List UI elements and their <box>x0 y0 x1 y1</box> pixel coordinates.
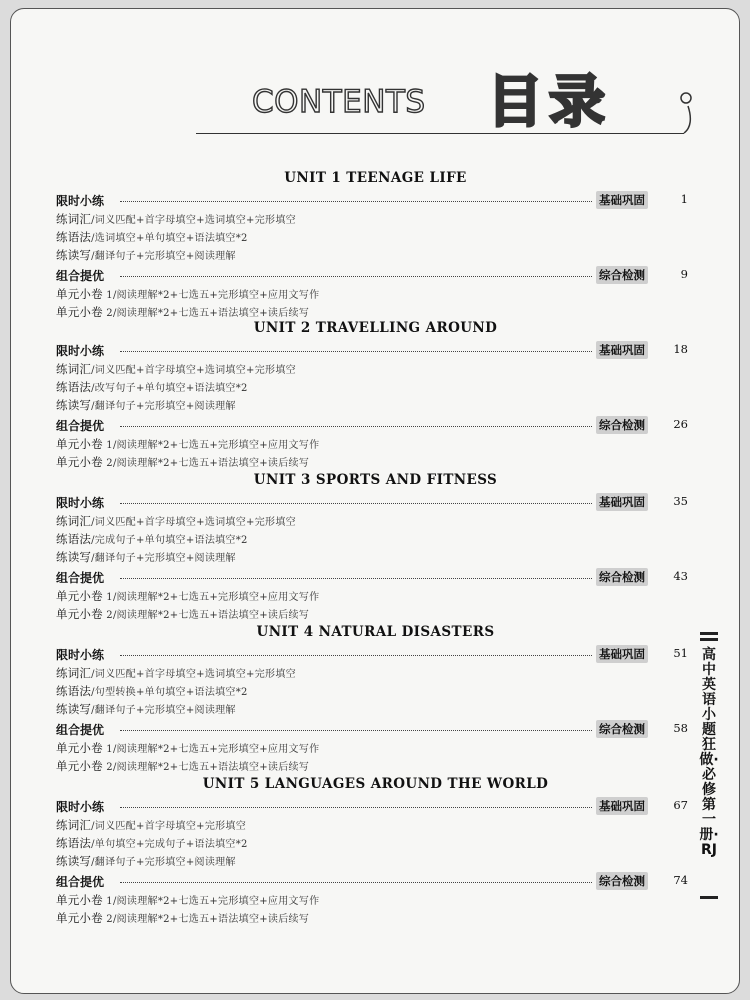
toc-sub-item[interactable] <box>56 513 296 529</box>
side-bar-bottom <box>700 896 718 899</box>
sub-item-detail: /词义匹配+首字母填空+选词填空+完形填空 <box>91 365 296 376</box>
toc-sub-item[interactable] <box>56 436 319 452</box>
toc-sub-item[interactable] <box>56 910 309 926</box>
unit-title[interactable]: UNIT 4 NATURAL DISASTERS <box>256 624 495 640</box>
sub-item-category: 单元小卷 <box>56 741 103 755</box>
toc-sub-item[interactable] <box>56 588 319 604</box>
sub-item-category: 单元小卷 <box>56 287 103 301</box>
section-tag: 基础巩固 <box>596 191 648 209</box>
sub-item-category: 练词汇 <box>56 514 92 528</box>
sub-item-detail: 2/阅读理解*2+七选五+语法填空+读后续写 <box>102 308 310 319</box>
section-tag: 综合检测 <box>596 872 648 890</box>
toc-sub-item[interactable] <box>56 247 236 263</box>
sub-item-detail: 2/阅读理解*2+七选五+语法填空+读后续写 <box>102 762 310 773</box>
header-rule <box>196 133 684 134</box>
dot-leader <box>120 426 592 427</box>
sub-item-detail: /改写句子+单句填空+语法填空*2 <box>91 383 248 394</box>
sub-item-category: 练读写 <box>56 248 92 262</box>
sub-item-category: 练语法 <box>56 380 92 394</box>
page-number: 26 <box>673 417 688 431</box>
side-bar-top-2 <box>700 638 718 641</box>
dot-leader <box>120 578 592 579</box>
sub-item-category: 练语法 <box>56 684 92 698</box>
dot-leader <box>120 351 592 352</box>
toc-entry-row[interactable] <box>56 342 688 360</box>
page-number: 35 <box>673 494 688 508</box>
sub-item-category: 练读写 <box>56 854 92 868</box>
toc-entry-row[interactable] <box>56 873 688 891</box>
section-label: 限时小练 <box>56 648 105 662</box>
sub-item-category: 单元小卷 <box>56 911 103 925</box>
sub-item-detail: /词义匹配+首字母填空+完形填空 <box>91 821 247 832</box>
dot-leader <box>120 882 592 883</box>
toc-entry-row[interactable] <box>56 267 688 285</box>
section-tag: 基础巩固 <box>596 645 648 663</box>
section-tag: 综合检测 <box>596 266 648 284</box>
section-label: 限时小练 <box>56 496 105 510</box>
section-label: 限时小练 <box>56 800 105 814</box>
sub-item-detail: /单句填空+完成句子+语法填空*2 <box>91 839 248 850</box>
sub-item-category: 单元小卷 <box>56 759 103 773</box>
sub-item-detail: /词义匹配+首字母填空+选词填空+完形填空 <box>91 215 296 226</box>
page-number: 9 <box>680 267 688 281</box>
sub-item-category: 练语法 <box>56 230 92 244</box>
page-number: 1 <box>680 192 688 206</box>
sub-item-detail: /翻译句子+完形填空+阅读理解 <box>91 705 236 716</box>
section-label: 组合提优 <box>56 875 105 889</box>
toc-sub-item[interactable] <box>56 817 246 833</box>
toc-sub-item[interactable] <box>56 304 309 320</box>
contents-title-cn: 目录 <box>487 70 611 135</box>
toc-sub-item[interactable] <box>56 211 296 227</box>
section-tag: 基础巩固 <box>596 797 648 815</box>
toc-sub-item[interactable] <box>56 229 248 245</box>
sub-item-category: 练词汇 <box>56 818 92 832</box>
toc-sub-item[interactable] <box>56 286 319 302</box>
sub-item-category: 单元小卷 <box>56 455 103 469</box>
sub-item-detail: /翻译句子+完形填空+阅读理解 <box>91 251 236 262</box>
section-tag: 综合检测 <box>596 416 648 434</box>
dot-leader <box>120 276 592 277</box>
toc-sub-item[interactable] <box>56 892 319 908</box>
sub-item-detail: /翻译句子+完形填空+阅读理解 <box>91 857 236 868</box>
side-bar-top <box>700 632 718 635</box>
header-swirl-decoration <box>636 88 698 138</box>
page-number: 43 <box>673 569 688 583</box>
sub-item-category: 练词汇 <box>56 666 92 680</box>
dot-leader <box>120 807 592 808</box>
sub-item-detail: 1/阅读理解*2+七选五+完形填空+应用文写作 <box>102 896 320 907</box>
page-number: 74 <box>673 873 688 887</box>
toc-sub-item[interactable] <box>56 397 236 413</box>
dot-leader <box>120 201 592 202</box>
page-number: 67 <box>673 798 688 812</box>
toc-entry-row[interactable] <box>56 721 688 739</box>
section-tag: 综合检测 <box>596 568 648 586</box>
sub-item-category: 单元小卷 <box>56 607 103 621</box>
sub-item-category: 练读写 <box>56 550 92 564</box>
toc-entry-row[interactable] <box>56 417 688 435</box>
section-tag: 基础巩固 <box>596 493 648 511</box>
toc-sub-item[interactable] <box>56 665 296 681</box>
sub-item-detail: 1/阅读理解*2+七选五+完形填空+应用文写作 <box>102 290 320 301</box>
sub-item-category: 练读写 <box>56 702 92 716</box>
unit-title[interactable]: UNIT 5 LANGUAGES AROUND THE WORLD <box>202 776 549 792</box>
section-label: 组合提优 <box>56 571 105 585</box>
toc-sub-item[interactable] <box>56 361 296 377</box>
section-tag: 综合检测 <box>596 720 648 738</box>
sub-item-detail: 2/阅读理解*2+七选五+语法填空+读后续写 <box>102 610 310 621</box>
sub-item-detail: /选词填空+单句填空+语法填空*2 <box>91 233 248 244</box>
side-label-text: 高中英语 小题狂做·必修第一册·RJ <box>699 647 719 858</box>
toc-sub-item[interactable] <box>56 835 248 851</box>
sub-item-detail: /翻译句子+完形填空+阅读理解 <box>91 553 236 564</box>
sub-item-category: 练词汇 <box>56 362 92 376</box>
page-number: 58 <box>673 721 688 735</box>
sub-item-detail: 1/阅读理解*2+七选五+完形填空+应用文写作 <box>102 592 320 603</box>
sub-item-category: 练语法 <box>56 836 92 850</box>
toc-sub-item[interactable] <box>56 606 309 622</box>
unit-title[interactable]: UNIT 1 TEENAGE LIFE <box>284 170 467 186</box>
sub-item-category: 单元小卷 <box>56 589 103 603</box>
sub-item-category: 单元小卷 <box>56 437 103 451</box>
section-label: 限时小练 <box>56 194 105 208</box>
toc-entry-row[interactable] <box>56 798 688 816</box>
toc-sub-item[interactable] <box>56 531 248 547</box>
page-number: 51 <box>673 646 688 660</box>
side-label <box>697 628 721 908</box>
toc-sub-item[interactable] <box>56 683 248 699</box>
section-label: 组合提优 <box>56 723 105 737</box>
sub-item-category: 练读写 <box>56 398 92 412</box>
sub-item-detail: 2/阅读理解*2+七选五+语法填空+读后续写 <box>102 458 310 469</box>
sub-item-category: 单元小卷 <box>56 893 103 907</box>
sub-item-detail: /翻译句子+完形填空+阅读理解 <box>91 401 236 412</box>
section-tag: 基础巩固 <box>596 341 648 359</box>
sub-item-category: 练词汇 <box>56 212 92 226</box>
sub-item-detail: /词义匹配+首字母填空+选词填空+完形填空 <box>91 517 296 528</box>
dot-leader <box>120 730 592 731</box>
sub-item-detail: 1/阅读理解*2+七选五+完形填空+应用文写作 <box>102 440 320 451</box>
toc-sub-item[interactable] <box>56 758 309 774</box>
contents-header <box>0 0 750 150</box>
section-label: 组合提优 <box>56 419 105 433</box>
toc-sub-item[interactable] <box>56 740 319 756</box>
sub-item-detail: /完成句子+单句填空+语法填空*2 <box>91 535 248 546</box>
toc-sub-item[interactable] <box>56 549 236 565</box>
section-label: 组合提优 <box>56 269 105 283</box>
toc-sub-item[interactable] <box>56 454 309 470</box>
sub-item-detail: 2/阅读理解*2+七选五+语法填空+读后续写 <box>102 914 310 925</box>
section-label: 限时小练 <box>56 344 105 358</box>
sub-item-category: 练语法 <box>56 532 92 546</box>
sub-item-detail: /句型转换+单句填空+语法填空*2 <box>91 687 248 698</box>
unit-title[interactable]: UNIT 2 TRAVELLING AROUND <box>253 320 498 336</box>
toc-entry-row[interactable] <box>56 569 688 587</box>
toc-sub-item[interactable] <box>56 701 236 717</box>
contents-word: CONTENTS <box>252 84 426 120</box>
toc-sub-item[interactable] <box>56 379 248 395</box>
toc-entry-row[interactable] <box>56 494 688 512</box>
toc-entry-row[interactable] <box>56 192 688 210</box>
sub-item-detail: /词义匹配+首字母填空+选词填空+完形填空 <box>91 669 296 680</box>
page-number: 18 <box>673 342 688 356</box>
dot-leader <box>120 503 592 504</box>
toc-entry-row[interactable] <box>56 646 688 664</box>
dot-leader <box>120 655 592 656</box>
toc-sub-item[interactable] <box>56 853 236 869</box>
sub-item-detail: 1/阅读理解*2+七选五+完形填空+应用文写作 <box>102 744 320 755</box>
sub-item-category: 单元小卷 <box>56 305 103 319</box>
unit-title[interactable]: UNIT 3 SPORTS AND FITNESS <box>253 472 498 488</box>
